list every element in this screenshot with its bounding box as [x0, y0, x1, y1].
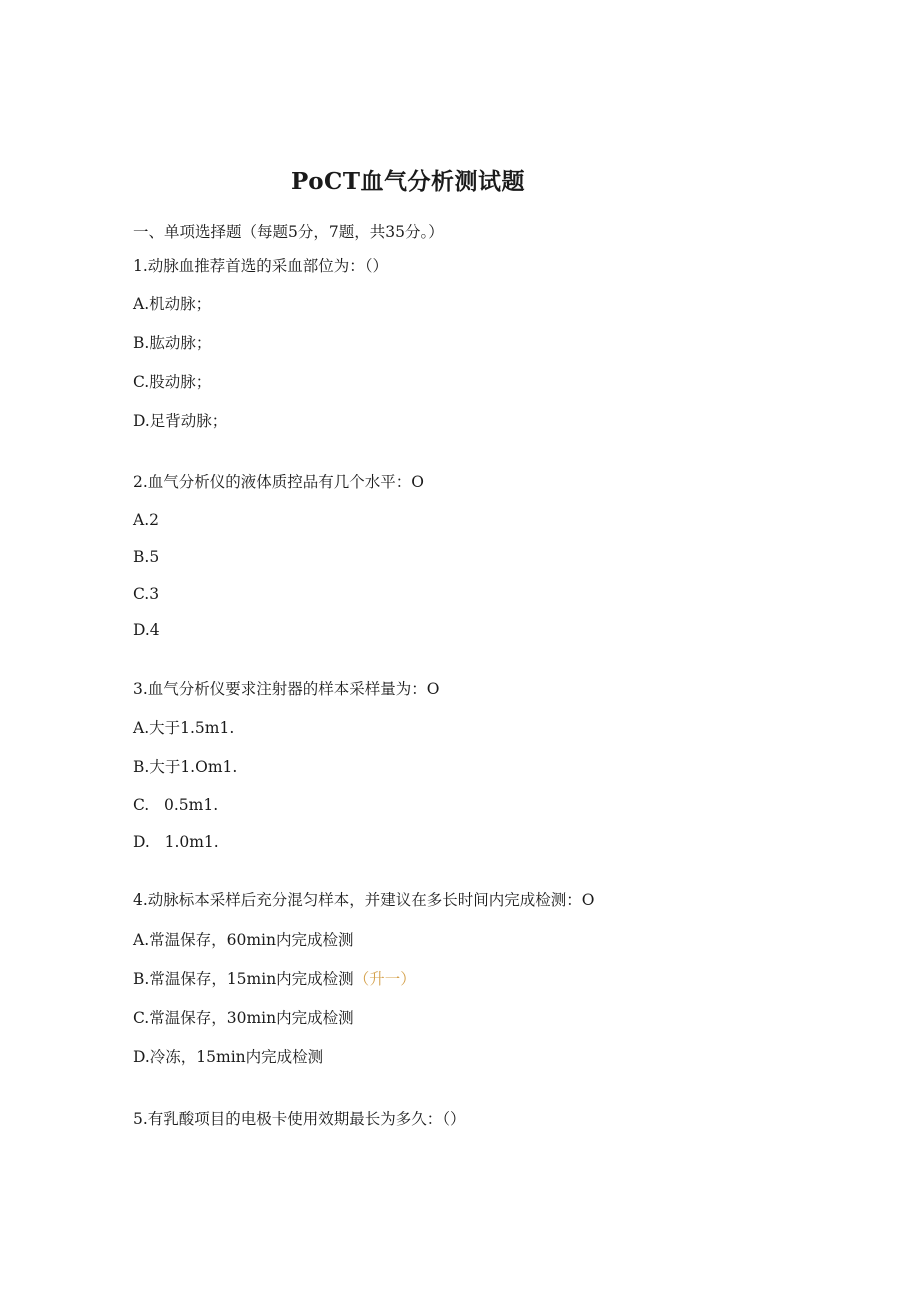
question-2-option-d: D.4: [133, 621, 160, 639]
question-2-option-b: B.5: [133, 548, 160, 566]
question-2-option-c: C.3: [133, 585, 160, 603]
question-2-option-a: A.2: [133, 511, 159, 529]
question-1-option-c: C.股动脉；: [133, 373, 212, 391]
question-4-option-b: B.常温保存，15min内完成检测: [133, 970, 354, 988]
question-5-stem: 5.有乳酸项目的电极卡使用效期最长为多久：（）: [133, 1110, 466, 1128]
question-1-option-d: D.足背动脉；: [133, 412, 228, 430]
section-heading: 一、单项选择题（每题5分，7题，共35分。）: [133, 223, 444, 241]
question-3-stem: 3.血气分析仪要求注射器的样本采样量为：O: [133, 680, 440, 698]
question-2-stem: 2.血气分析仪的液体质控品有几个水平：O: [133, 473, 424, 491]
question-4-stem: 4.动脉标本采样后充分混匀样本，并建议在多长时间内完成检测：O: [133, 891, 595, 909]
question-4-option-d: D.冷冻，15min内完成检测: [133, 1048, 324, 1066]
question-1-option-a: A.机动脉；: [133, 295, 212, 313]
question-3-option-a: A.大于1.5m1.: [133, 719, 235, 737]
question-4-option-a: A.常温保存，60min内完成检测: [133, 931, 354, 949]
document-title: PoCT血气分析测试题: [291, 168, 525, 195]
question-3-option-d: D. 1.0m1.: [133, 833, 219, 851]
question-1-stem: 1.动脉血推荐首选的采血部位为：（）: [133, 257, 389, 275]
question-1-option-b: B.肱动脉；: [133, 334, 212, 352]
question-3-option-b: B.大于1.Om1.: [133, 758, 238, 776]
question-4-option-c: C.常温保存，30min内完成检测: [133, 1009, 354, 1027]
question-4-option-b-row: [133, 969, 416, 989]
question-4-option-b-note: （升一）: [353, 970, 416, 988]
question-3-option-c: C. 0.5m1.: [133, 796, 219, 814]
